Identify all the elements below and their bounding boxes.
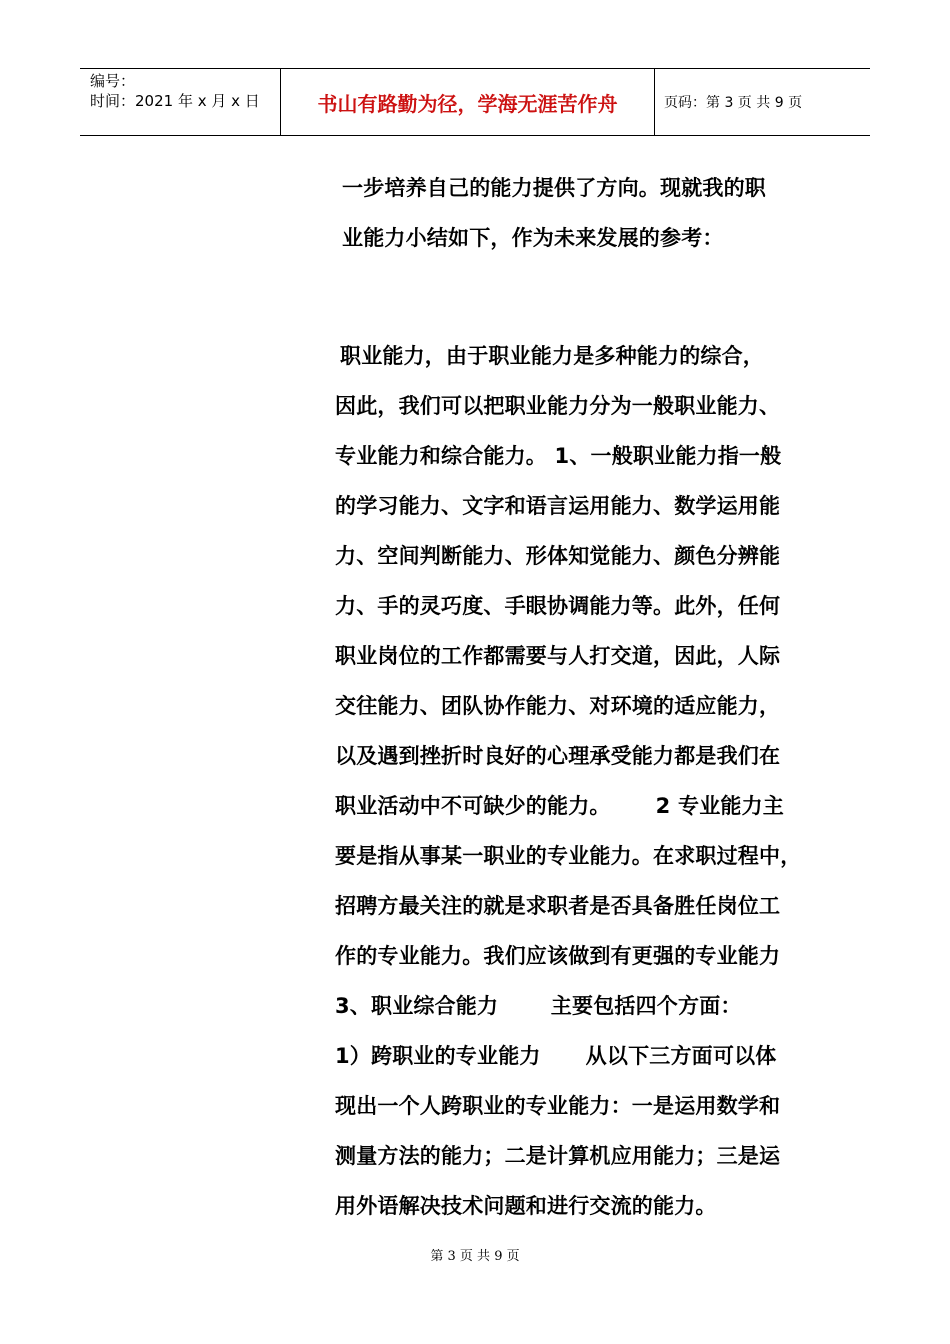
body-line: 的学习能力、文字和语言运用能力、数学运用能 (335, 494, 781, 518)
body-line: 用外语解决技术问题和进行交流的能力。 (335, 1194, 717, 1218)
body-line: 测量方法的能力；二是计算机应用能力；三是运 (335, 1144, 781, 1168)
body-line: 要是指从事某一职业的专业能力。在求职过程中， (335, 844, 802, 868)
body-line: 力、手的灵巧度、手眼协调能力等。此外，任何 (335, 594, 781, 618)
header-meta (80, 69, 281, 135)
page-header (80, 68, 870, 136)
body-line: 业能力小结如下，作为未来发展的参考： (342, 226, 724, 250)
body-line: 力、空间判断能力、形体知觉能力、颜色分辨能 (335, 544, 781, 568)
body-line: 职业岗位的工作都需要与人打交道，因此，人际 (335, 644, 781, 668)
header-motto: 书山有路勤为径，学海无涯苦作舟 (281, 69, 655, 135)
body-line: 因此，我们可以把职业能力分为一般职业能力、 (335, 394, 781, 418)
body-line: 以及遇到挫折时良好的心理承受能力都是我们在 (335, 744, 781, 768)
page-footer: 第 3 页 共 9 页 (430, 1249, 520, 1264)
header-page-info: 页码：第 3 页 共 9 页 (664, 95, 803, 111)
body-line: 作的专业能力。我们应该做到有更强的专业能力 (335, 944, 781, 968)
body-line: 1）跨职业的专业能力 从以下三方面可以体 (335, 1044, 777, 1068)
body-line: 交往能力、团队协作能力、对环境的适应能力， (335, 694, 781, 718)
body-line: 专业能力和综合能力。 1、一般职业能力指一般 (335, 444, 782, 468)
body-line: 职业能力，由于职业能力是多种能力的综合， (340, 344, 764, 368)
body-line: 职业活动中不可缺少的能力。 2 专业能力主 (335, 794, 784, 818)
document-code-label: 编号： (90, 72, 136, 90)
body-line: 现出一个人跨职业的专业能力：一是运用数学和 (335, 1094, 781, 1118)
body-line: 招聘方最关注的就是求职者是否具备胜任岗位工 (335, 894, 781, 918)
body-line: 一步培养自己的能力提供了方向。现就我的职 (342, 176, 766, 200)
body-line: 3、职业综合能力 主要包括四个方面： (335, 994, 742, 1018)
document-date-label: 时间：2021 年 x 月 x 日 (90, 92, 260, 110)
